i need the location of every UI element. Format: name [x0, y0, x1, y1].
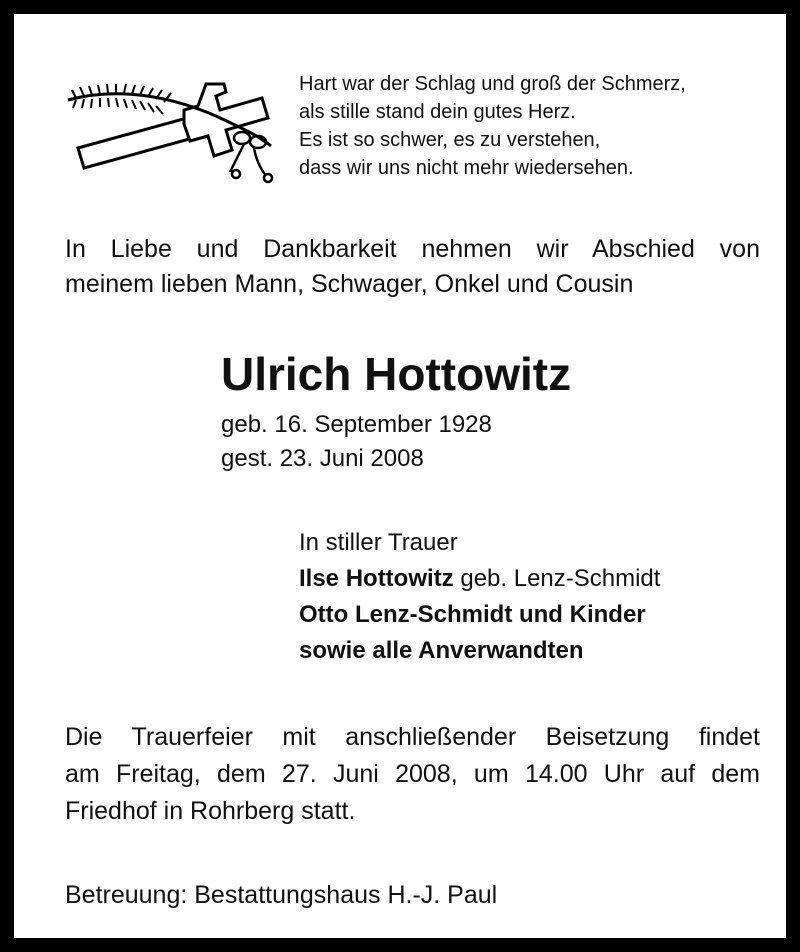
intro-line: In Liebe und Dankbarkeit nehmen wir Abschied von — [65, 235, 760, 263]
poem-line: Hart war der Schlag und groß der Schmerz, — [299, 73, 686, 95]
memorial-poem — [299, 70, 686, 182]
mourner-line: Otto Lenz-Schmidt und Kinder — [299, 601, 646, 628]
death-date: gest. 23. Juni 2008 — [221, 445, 424, 472]
poem-line: als stille stand dein gutes Herz. — [299, 101, 576, 123]
birth-date: geb. 16. September 1928 — [221, 411, 492, 438]
mourner-line: sowie alle Anverwandten — [299, 637, 584, 664]
life-dates — [221, 408, 492, 476]
intro-line: meinem lieben Mann, Schwager, Onkel und Cousin — [65, 270, 634, 298]
funeral-ceremony-info — [65, 719, 760, 830]
mourners-block — [299, 525, 660, 669]
ceremony-line: am Freitag, dem 27. Juni 2008, um 14.00 Uhr auf dem — [65, 760, 760, 788]
spouse-line — [299, 561, 660, 597]
ceremony-line: Friedhof in Rohrberg statt. — [65, 797, 356, 825]
farewell-intro — [65, 232, 760, 302]
cross-with-palm-branch-icon — [66, 76, 281, 184]
deceased-name: Ulrich Hottowitz — [221, 348, 572, 400]
poem-line: Es ist so schwer, es zu verstehen, — [299, 129, 601, 151]
spouse-name: Ilse Hottowitz — [299, 565, 454, 592]
poem-line: dass wir uns nicht mehr wiedersehen. — [299, 157, 634, 179]
mourning-heading: In stiller Trauer — [299, 529, 458, 556]
spouse-maiden-name: geb. Lenz-Schmidt — [453, 565, 661, 592]
ceremony-line: Die Trauerfeier mit anschließender Beisetzung findet — [65, 723, 760, 751]
funeral-home: Betreuung: Bestattungshaus H.-J. Paul — [65, 881, 498, 909]
